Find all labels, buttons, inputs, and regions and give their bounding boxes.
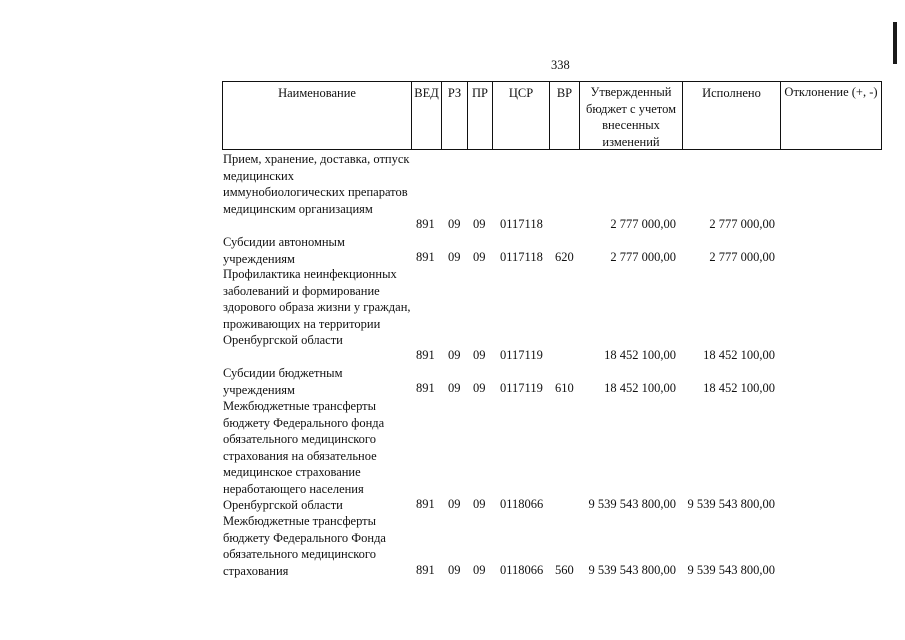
row-ved: 891 [416, 348, 435, 362]
row-rz: 09 [448, 250, 461, 264]
row-pr: 09 [473, 348, 486, 362]
row-pr: 09 [473, 497, 486, 511]
header-vr: ВР [549, 81, 579, 150]
row-name: Профилактика неинфекционных заболеваний и формирование здорового образа жизни у граждан, проживающих на территории Оренбургской области [223, 267, 411, 347]
row-approved: 2 777 000,00 [610, 217, 676, 231]
row-approved: 18 452 100,00 [604, 381, 676, 395]
header-approved: Утвержденный бюджет с учетом внесенных изменений [579, 81, 682, 150]
row-rz: 09 [448, 497, 461, 511]
row-approved: 2 777 000,00 [610, 250, 676, 264]
header-ved: ВЕД [411, 81, 441, 150]
row-csr: 0117119 [500, 381, 543, 395]
row-name: Субсидии автономным учреждениям [223, 235, 345, 266]
row-approved: 9 539 543 800,00 [588, 497, 676, 511]
row-csr: 0117118 [500, 217, 543, 231]
header-name: Наименование [222, 81, 411, 150]
row-rz: 09 [448, 381, 461, 395]
row-name: Субсидии бюджетным учреждениям [223, 366, 343, 397]
row-name: Межбюджетные трансферты бюджету Федерального Фонда обязательного медицинского страхования [223, 514, 386, 578]
header-csr: ЦСР [492, 81, 549, 150]
scan-edge-mark [893, 22, 897, 64]
header-deviation: Отклонение (+, -) [780, 81, 882, 150]
row-csr: 0118066 [500, 563, 544, 577]
row-executed: 18 452 100,00 [703, 381, 775, 395]
row-rz: 09 [448, 563, 461, 577]
row-executed: 2 777 000,00 [709, 217, 775, 231]
row-csr: 0117118 [500, 250, 543, 264]
row-vr: 620 [555, 250, 574, 264]
page-number: 338 [551, 58, 570, 72]
row-executed: 9 539 543 800,00 [687, 497, 775, 511]
row-vr: 560 [555, 563, 574, 577]
row-pr: 09 [473, 250, 486, 264]
row-vr: 610 [555, 381, 574, 395]
row-csr: 0118066 [500, 497, 544, 511]
row-approved: 9 539 543 800,00 [588, 563, 676, 577]
row-pr: 09 [473, 381, 486, 395]
header-rz: РЗ [441, 81, 467, 150]
row-pr: 09 [473, 563, 486, 577]
header-executed: Исполнено [682, 81, 780, 150]
row-name: Прием, хранение, доставка, отпуск медицинских иммунобиологических препаратов медицинским организациям [223, 152, 410, 216]
row-executed: 18 452 100,00 [703, 348, 775, 362]
row-ved: 891 [416, 381, 435, 395]
row-ved: 891 [416, 497, 435, 511]
row-ved: 891 [416, 217, 435, 231]
row-ved: 891 [416, 563, 435, 577]
row-approved: 18 452 100,00 [604, 348, 676, 362]
row-ved: 891 [416, 250, 435, 264]
row-executed: 2 777 000,00 [709, 250, 775, 264]
row-csr: 0117119 [500, 348, 543, 362]
header-pr: ПР [467, 81, 492, 150]
row-pr: 09 [473, 217, 486, 231]
row-executed: 9 539 543 800,00 [687, 563, 775, 577]
row-rz: 09 [448, 348, 461, 362]
row-name: Межбюджетные трансферты бюджету Федерального фонда обязательного медицинского страхования на обязательное медицинское страхование неработающего населения Оренбургской области [223, 399, 385, 512]
row-rz: 09 [448, 217, 461, 231]
